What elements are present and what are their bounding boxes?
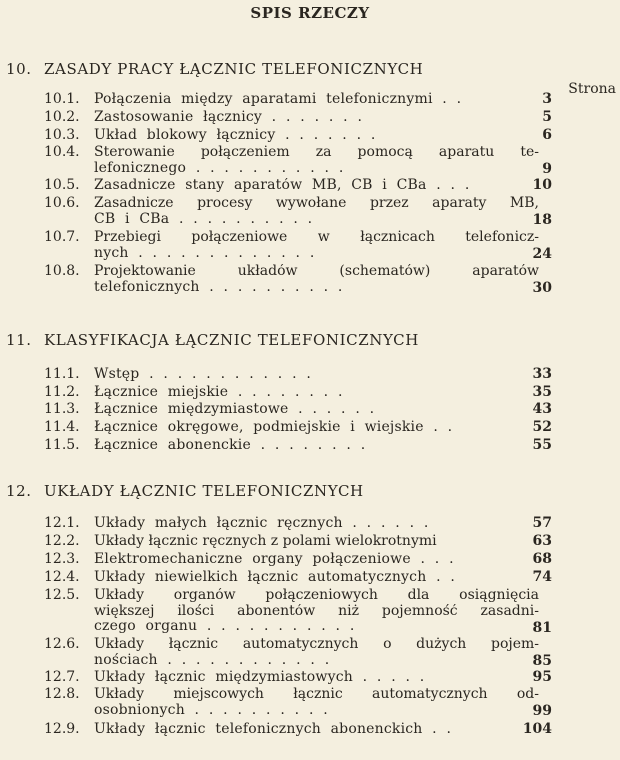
entry-title <box>94 534 539 550</box>
chapter-number: 10. <box>6 60 32 78</box>
toc-entry[interactable] <box>38 420 558 437</box>
entry-page-number: 74 <box>532 569 552 585</box>
toc-entry[interactable] <box>38 128 558 145</box>
toc-entry[interactable] <box>38 402 558 419</box>
entry-page-number: 81 <box>532 620 552 636</box>
entry-title-line: Przebiegi połączeniowe w łącznicach telefonicz- <box>94 230 539 245</box>
entry-title <box>94 722 539 738</box>
entry-number: 11.4. <box>44 419 80 435</box>
entry-title <box>94 110 539 126</box>
entry-number: 12.2. <box>44 533 80 549</box>
entry-title-line: CB i CBa . . . . . . . . . . <box>94 211 313 227</box>
entry-title <box>94 420 539 436</box>
entry-page-number: 5 <box>542 109 552 125</box>
entry-title-line: Zasadnicze procesy wywołane przez aparaty MB, <box>94 196 539 211</box>
toc-entry[interactable] <box>38 670 558 687</box>
entry-page-number: 85 <box>532 652 552 669</box>
entry-title-line: Łącznice miejskie . . . . . . . . <box>94 385 343 400</box>
toc-entry[interactable] <box>38 367 558 384</box>
entry-title-line: Układy niewielkich łącznic automatycznych . . <box>94 570 456 585</box>
toc-entry[interactable] <box>38 637 558 670</box>
entry-title-line: Łącznice okręgowe, podmiejskie i wiejskie . . <box>94 420 453 435</box>
entry-title <box>94 264 539 295</box>
entry-number: 10.1. <box>44 91 80 107</box>
toc-entry[interactable] <box>38 92 558 109</box>
entry-page-number: 9 <box>542 160 552 177</box>
entry-title-line: Układy małych łącznic ręcznych . . . . . . <box>94 516 429 531</box>
entry-title <box>94 92 539 108</box>
entry-title-line: Łącznice międzymiastowe . . . . . . <box>94 402 375 417</box>
entry-title <box>94 588 539 635</box>
entry-title <box>94 196 539 227</box>
entry-page-number: 55 <box>532 437 552 453</box>
entry-number: 10.6. <box>44 195 80 211</box>
entry-number: 12.8. <box>44 686 80 702</box>
entry-title-line: Układy łącznic automatycznych o dużych pojem- <box>94 637 539 652</box>
entry-page-number: 52 <box>532 419 552 435</box>
toc-entry[interactable] <box>38 110 558 127</box>
toc-entry[interactable] <box>38 570 558 587</box>
toc-entry[interactable] <box>38 516 558 533</box>
entry-title <box>94 438 539 454</box>
entry-number: 12.1. <box>44 515 80 531</box>
entry-title <box>94 402 539 418</box>
chapter-heading <box>6 331 419 349</box>
entry-page-number: 24 <box>532 245 552 262</box>
entry-number: 10.4. <box>44 144 80 160</box>
entry-page-number: 30 <box>532 279 552 296</box>
entry-page-number: 10 <box>532 177 552 193</box>
page-title: SPIS RZECZY <box>250 4 370 22</box>
entry-number: 10.7. <box>44 229 80 245</box>
entry-page-number: 43 <box>532 401 552 417</box>
entry-title-line: Połączenia między aparatami telefonicznymi . . <box>94 92 462 107</box>
toc-entry[interactable] <box>38 588 558 638</box>
entry-page-number: 18 <box>532 211 552 228</box>
entry-number: 11.1. <box>44 366 80 382</box>
page-column-header: Strona <box>568 81 616 97</box>
toc-entry[interactable] <box>38 687 558 720</box>
entry-number: 10.5. <box>44 177 80 193</box>
entry-page-number: 104 <box>522 721 552 737</box>
entry-page-number: 35 <box>532 384 552 400</box>
entry-title-line: lefonicznego . . . . . . . . . . . <box>94 160 344 176</box>
entry-title <box>94 367 539 383</box>
entry-page-number: 6 <box>542 127 552 143</box>
entry-page-number: 68 <box>532 551 552 567</box>
entry-title-line: Układy miejscowych łącznic automatycznych od- <box>94 687 539 702</box>
entry-number: 10.3. <box>44 127 80 143</box>
entry-page-number: 3 <box>542 91 552 107</box>
entry-title-line: Układy łącznic telefonicznych abonenckich . . <box>94 722 452 737</box>
entry-title-line: Wstęp . . . . . . . . . . . . <box>94 367 312 382</box>
chapter-title: ZASADY PRACY ŁĄCZNIC TELEFONICZNYCH <box>44 60 424 78</box>
entry-title-line: Układy łącznic międzymiastowych . . . . . <box>94 670 425 685</box>
toc-entry[interactable] <box>38 438 558 455</box>
entry-title <box>94 516 539 532</box>
entry-title-line: czego organu . . . . . . . . . . . <box>94 619 355 634</box>
toc-entry[interactable] <box>38 145 558 178</box>
entry-title <box>94 178 539 194</box>
entry-title-line: telefonicznych . . . . . . . . . . <box>94 279 343 295</box>
entry-title <box>94 552 539 568</box>
entry-title-line: nościach . . . . . . . . . . . . <box>94 652 330 668</box>
entry-number: 11.2. <box>44 384 80 400</box>
chapter-heading <box>6 60 423 78</box>
entry-title-line: Elektromechaniczne organy połączeniowe . . . <box>94 552 454 567</box>
chapter-number: 11. <box>6 331 32 349</box>
entry-title-line: Sterowanie połączeniem za pomocą aparatu te- <box>94 145 539 160</box>
toc-entry[interactable] <box>38 385 558 402</box>
entry-page-number: 57 <box>532 515 552 531</box>
entry-number: 10.8. <box>44 263 80 279</box>
entry-number: 11.3. <box>44 401 80 417</box>
entry-title <box>94 385 539 401</box>
chapter-heading <box>6 482 364 500</box>
chapter-title: UKŁADY ŁĄCZNIC TELEFONICZNYCH <box>44 482 364 500</box>
toc-entry[interactable] <box>38 196 558 229</box>
entry-number: 10.2. <box>44 109 80 125</box>
entry-title-line: Projektowanie układów (schematów) aparatów <box>94 264 539 279</box>
entry-page-number: 63 <box>532 533 552 549</box>
chapter-number: 12. <box>6 482 32 500</box>
chapter-title: KLASYFIKACJA ŁĄCZNIC TELEFONICZNYCH <box>44 331 419 349</box>
entry-title <box>94 145 539 176</box>
entry-title-line: Układ blokowy łącznicy . . . . . . . <box>94 128 376 143</box>
entry-title-line: Układy organów połączeniowych dla osiągnięcia <box>94 588 539 603</box>
entry-title-line: Zasadnicze stany aparatów MB, CB i CBa . . . <box>94 178 470 193</box>
entry-title-line: Układy łącznic ręcznych z polami wielokrotnymi <box>94 534 437 549</box>
entry-number: 11.5. <box>44 437 80 453</box>
entry-title <box>94 570 539 586</box>
toc-entry[interactable] <box>38 178 558 195</box>
toc-entry[interactable] <box>38 552 558 569</box>
entry-title <box>94 230 539 261</box>
entry-number: 12.3. <box>44 551 80 567</box>
entry-number: 12.5. <box>44 587 80 603</box>
entry-title <box>94 687 539 718</box>
entry-title <box>94 670 539 686</box>
entry-number: 12.6. <box>44 636 80 652</box>
entry-page-number: 99 <box>532 702 552 719</box>
entry-title <box>94 637 539 668</box>
entry-title-line: osobnionych . . . . . . . . . . <box>94 702 328 718</box>
entry-title <box>94 128 539 144</box>
entry-title-line: Zastosowanie łącznicy . . . . . . . <box>94 110 363 125</box>
entry-number: 12.9. <box>44 721 80 737</box>
entry-title-line: większej ilości abonentów niż pojemność zasadni- <box>94 603 539 619</box>
entry-title-line: nych . . . . . . . . . . . . . <box>94 245 315 261</box>
toc-entry[interactable] <box>38 230 558 263</box>
toc-entry[interactable] <box>38 534 558 551</box>
entry-number: 12.7. <box>44 669 80 685</box>
toc-entry[interactable] <box>38 722 558 739</box>
entry-page-number: 33 <box>532 366 552 382</box>
toc-entry[interactable] <box>38 264 558 297</box>
entry-page-number: 95 <box>532 669 552 685</box>
entry-number: 12.4. <box>44 569 80 585</box>
entry-title-line: Łącznice abonenckie . . . . . . . . <box>94 438 366 453</box>
